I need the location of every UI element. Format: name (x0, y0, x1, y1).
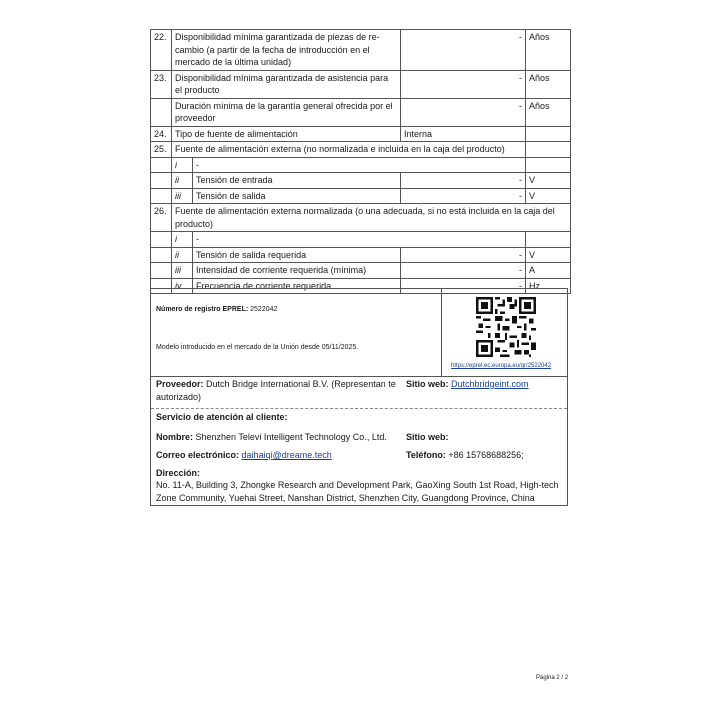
row-unit: Años (526, 70, 571, 98)
row-value: - (401, 98, 526, 126)
eprel-info (151, 289, 442, 376)
sub-item-value: - (401, 278, 526, 294)
sub-item-value: - (401, 173, 526, 189)
supplier-web-link[interactable]: Dutchbridgeint.com (451, 379, 529, 389)
sub-item-label: Tensión de entrada (193, 173, 401, 189)
row-unit (526, 126, 571, 142)
supplier-web-label: Sitio web: (406, 379, 449, 389)
supplier-label: Proveedor: (156, 379, 204, 389)
service-name (156, 431, 387, 444)
row-description: Tipo de fuente de alimentación (172, 126, 401, 142)
service-phone-label: Teléfono: (406, 450, 446, 460)
service-email-link[interactable]: daihaiqi@dreame.tech (241, 450, 332, 460)
service-email (156, 449, 332, 462)
sub-item-value: - (401, 188, 526, 204)
sub-item-label: Frecuencia de corriente requerida (193, 278, 401, 294)
model-market-date: Modelo introducido en el mercado de la Unión desde 05/11/2025. (156, 344, 359, 351)
sub-item-label: Intensidad de corriente requerida (mínima) (193, 263, 401, 279)
eprel-reg-label: Número de registro EPREL: (156, 306, 249, 313)
row-value: - (401, 30, 526, 71)
table-row (151, 173, 571, 189)
row-value: - (401, 70, 526, 98)
table-row (151, 204, 571, 232)
row-number (151, 98, 172, 126)
table-row (151, 126, 571, 142)
supplier-info (156, 378, 401, 403)
row-unit: Años (526, 30, 571, 71)
service-web-label: Sitio web: (406, 432, 449, 442)
row-description: Disponibilidad mínima garantizada de piezas de re-cambio (a partir de la fecha de introducción en el mercado de la última unidad) (172, 30, 401, 71)
table-row (151, 70, 571, 98)
row-value: Interna (401, 126, 526, 142)
sub-item-unit: Hz (526, 278, 571, 294)
sub-item-index: ii (172, 173, 193, 189)
eprel-reg-number: 2522042 (250, 306, 278, 313)
table-row (151, 247, 571, 263)
sub-item-label: - (193, 232, 526, 248)
table-row (151, 232, 571, 248)
table-row (151, 157, 571, 173)
row-number: 23. (151, 70, 172, 98)
sub-item-index: i (172, 232, 193, 248)
table-row (151, 98, 571, 126)
row-number: 26. (151, 204, 172, 232)
row-unit: Años (526, 98, 571, 126)
section-title: Fuente de alimentación externa normalizada (o una adecuada, si no está incluida en la caja del producto) (172, 204, 571, 232)
sub-item-label: - (193, 157, 526, 173)
qr-url-link[interactable]: https://eprel.ec.europa.eu/qr/2522042 (451, 363, 552, 369)
address-label: Dirección: (156, 468, 201, 478)
service-heading: Servicio de atención al cliente: (156, 412, 288, 422)
sub-item-value: - (401, 247, 526, 263)
eprel-registration (156, 306, 277, 313)
table-row (151, 30, 571, 71)
service-name-label: Nombre: (156, 432, 194, 442)
eprel-box (150, 288, 568, 506)
supplier-name: Dutch Bridge International B.V. (Representan te autorizado) (156, 379, 396, 402)
sub-item-index: iii (172, 188, 193, 204)
sub-item-label: Tensión de salida requerida (193, 247, 401, 263)
service-email-label: Correo electrónico: (156, 450, 240, 460)
sub-item-label: Tensión de salida (193, 188, 401, 204)
eprel-header (151, 289, 567, 377)
sub-item-value: - (401, 263, 526, 279)
table-row (151, 263, 571, 279)
qr-code-icon[interactable] (476, 297, 536, 357)
sub-item-unit: V (526, 247, 571, 263)
service-phone (406, 449, 524, 462)
spec-table (150, 29, 571, 294)
section-title: Fuente de alimentación externa (no normalizada e incluida en la caja del producto) (172, 142, 526, 158)
sub-item-unit: V (526, 188, 571, 204)
row-number: 25. (151, 142, 172, 158)
sub-item-index: ii (172, 247, 193, 263)
sub-item-unit: V (526, 173, 571, 189)
row-number: 24. (151, 126, 172, 142)
service-phone-value: +86 15768688256; (448, 450, 524, 460)
page-number: Página 2 / 2 (536, 675, 569, 681)
row-description: Disponibilidad mínima garantizada de asistencia para el producto (172, 70, 401, 98)
supplier-row (151, 376, 567, 409)
supplier-web (406, 378, 529, 391)
row-number: 22. (151, 30, 172, 71)
address-value: No. 11-A, Building 3, Zhongke Research and Development Park, GaoXing South 1st Road, High-tech Zone Community, Yuehai Street, Nanshan District, Shenzhen City, Guangdong Province, China (156, 480, 559, 503)
row-description: Duración mínima de la garantía general ofrecida por el proveedor (172, 98, 401, 126)
sub-item-index: iii (172, 263, 193, 279)
sub-item-index: i (172, 157, 193, 173)
sub-item-index: iv (172, 278, 193, 294)
sub-item-unit: A (526, 263, 571, 279)
table-row (151, 188, 571, 204)
table-row (151, 142, 571, 158)
service-name-value: Shenzhen Televi Intelligent Technology Co., Ltd. (195, 432, 387, 442)
